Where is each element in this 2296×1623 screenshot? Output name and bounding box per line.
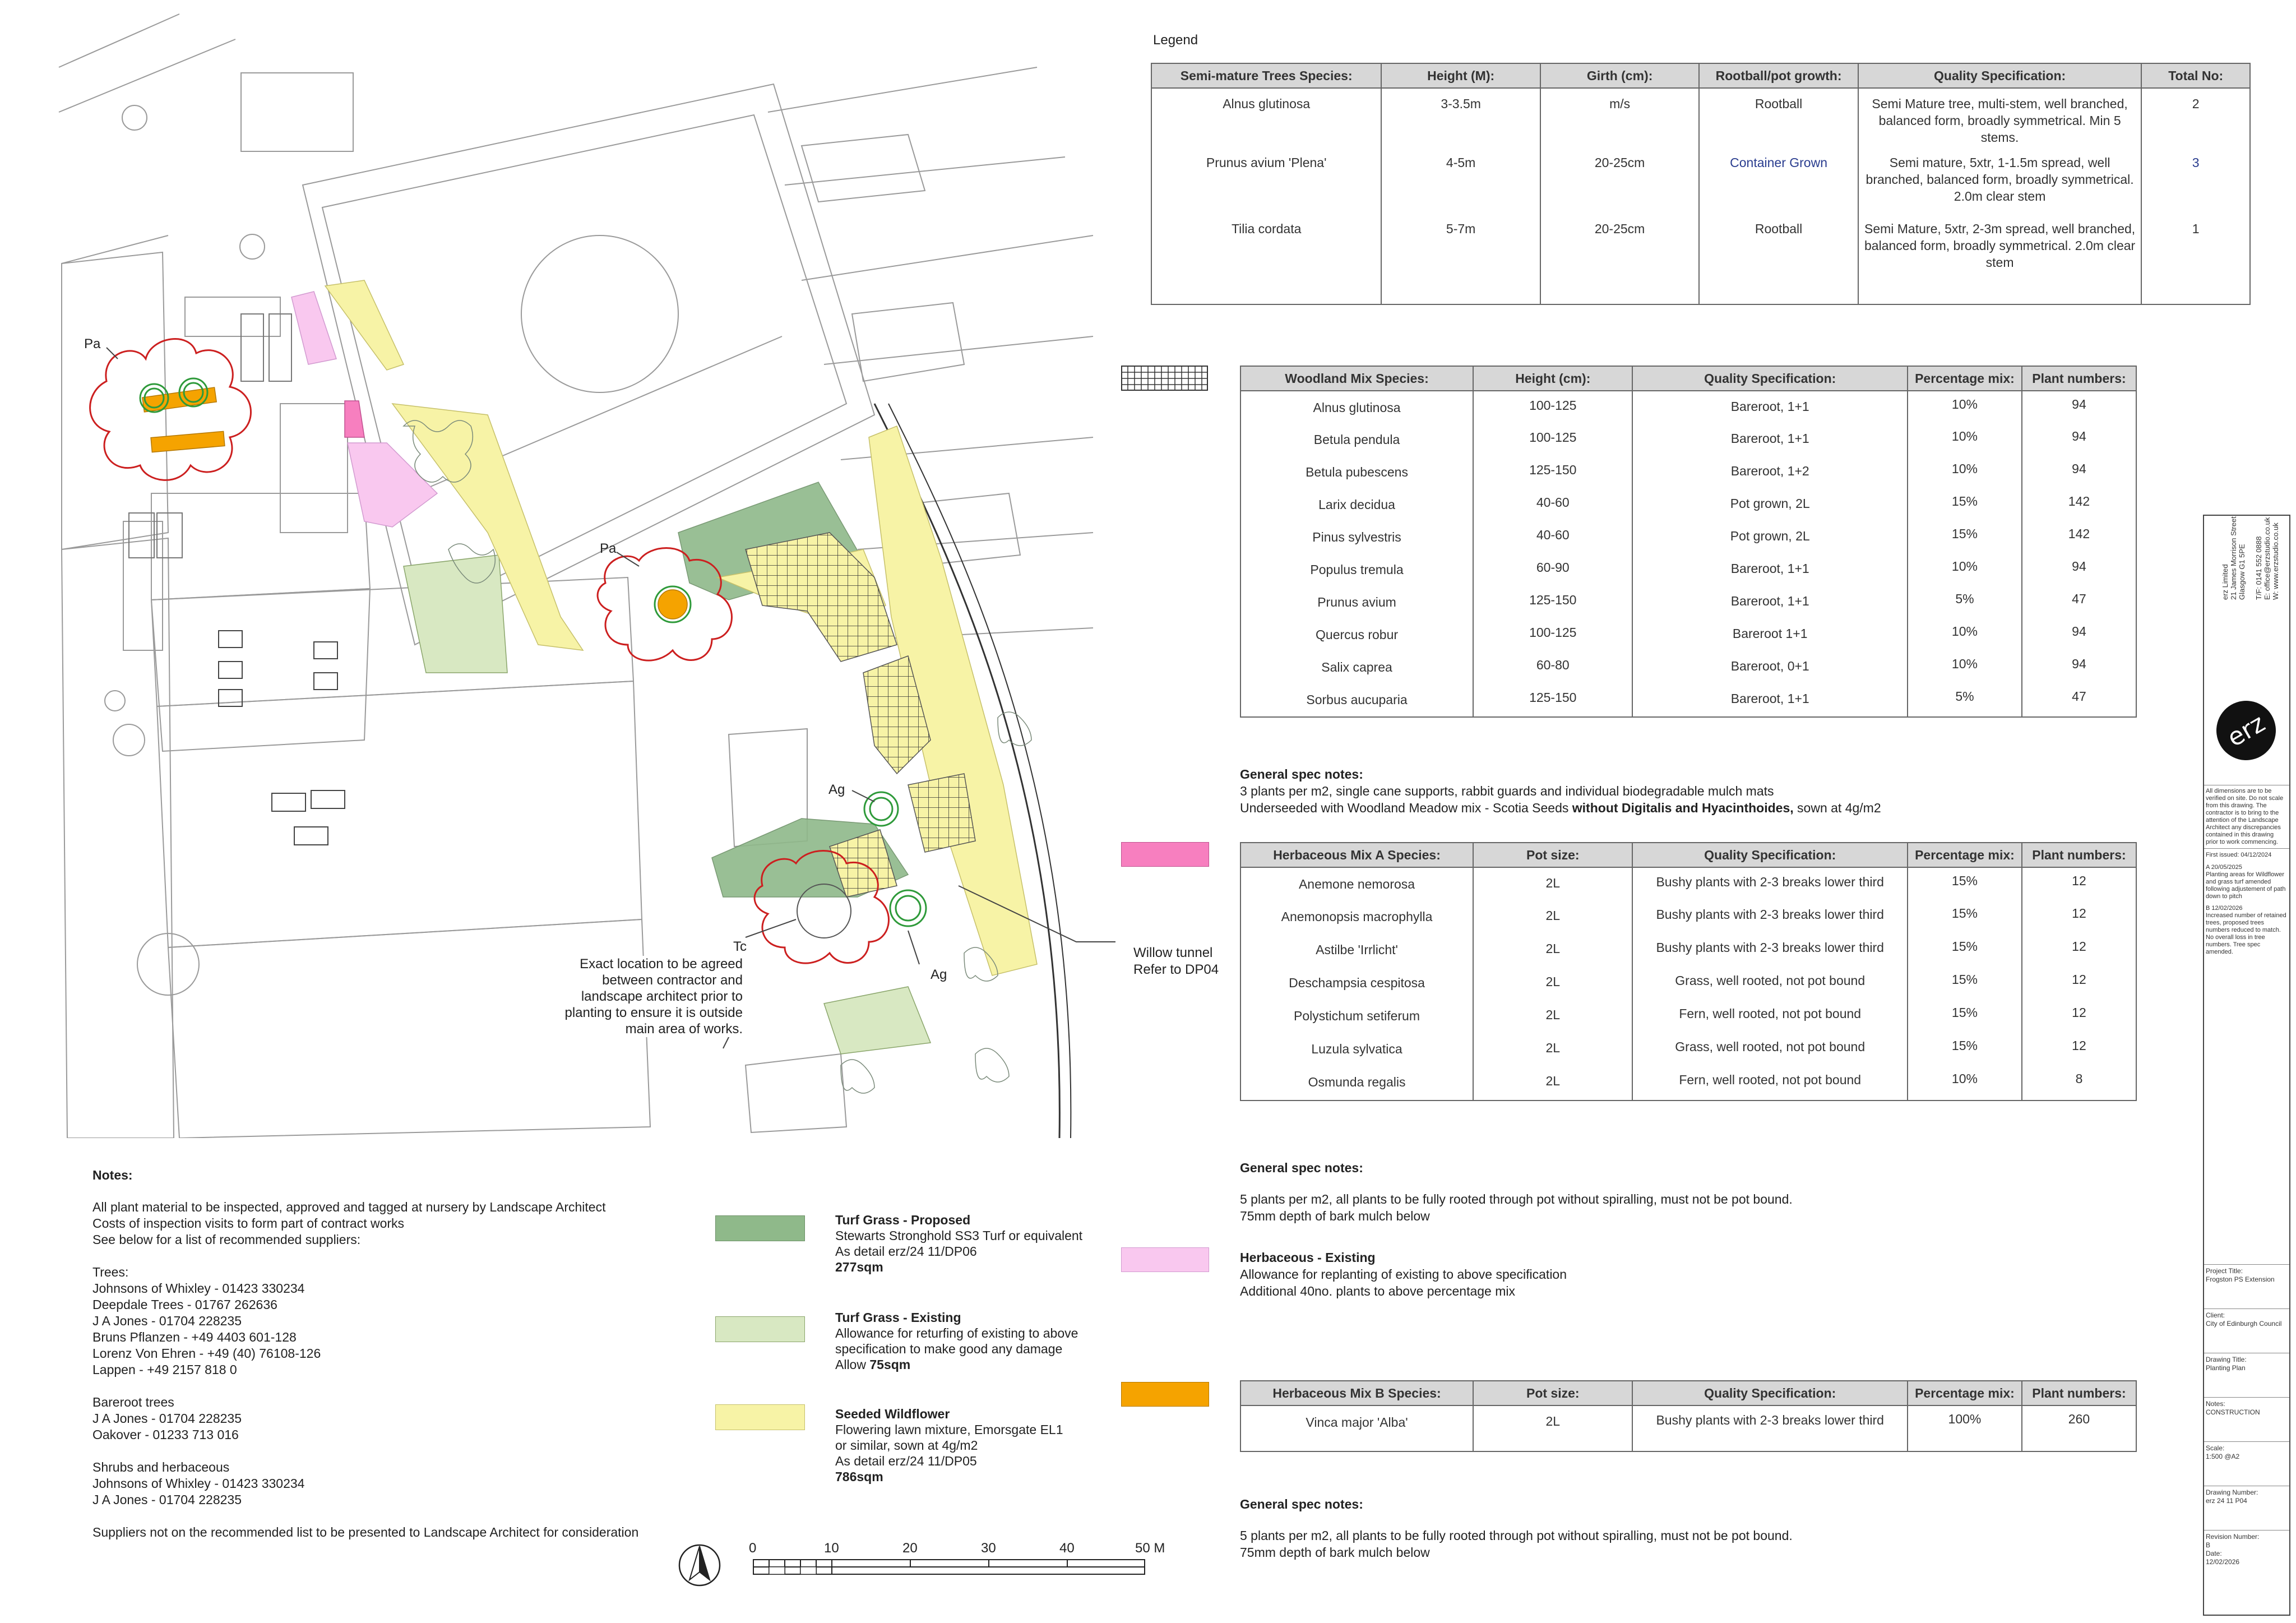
- cell: 10%: [1908, 456, 2022, 488]
- company-address: [2221, 516, 2280, 600]
- cell: 12: [2022, 1033, 2136, 1066]
- woodland-mix-table: [1240, 366, 2137, 718]
- notes-line: 75mm depth of bark mulch below: [1240, 1209, 1430, 1223]
- cell: Larix decidua: [1240, 488, 1473, 521]
- exact-line-4: planting to ensure it is outside: [564, 1005, 743, 1020]
- cell: Astilbe 'Irrlicht': [1240, 933, 1473, 967]
- col-species: Semi-mature Trees Species:: [1151, 63, 1381, 88]
- cell: 15%: [1908, 1033, 2022, 1066]
- label-willow-tunnel: [1133, 945, 1219, 978]
- drawing-title-label: Drawing Title:: [2206, 1356, 2247, 1363]
- cell: Deschampsia cespitosa: [1240, 967, 1473, 1000]
- cell: 94: [2022, 651, 2136, 683]
- cell: Prunus avium: [1240, 586, 1473, 618]
- client-block: [2204, 1308, 2289, 1353]
- cell: 125-150: [1473, 456, 1632, 488]
- table-row: [1240, 618, 2136, 651]
- table-row: [1240, 488, 2136, 521]
- notes-line: Bruns Pflanzen - +49 4403 601-128: [92, 1330, 297, 1344]
- table-row: [1151, 220, 2250, 304]
- cell: m/s: [1540, 88, 1699, 154]
- notes-heading: Herbaceous - Existing: [1240, 1250, 1376, 1265]
- revision-block: [2204, 1530, 2289, 1574]
- notes-spacer: [92, 1443, 638, 1459]
- turf-proposed-swatch: [715, 1215, 805, 1241]
- cell: Luzula sylvatica: [1240, 1033, 1473, 1066]
- table-row: [1240, 683, 2136, 717]
- cell: Quercus robur: [1240, 618, 1473, 651]
- cell: 5%: [1908, 683, 2022, 717]
- label-exact-location: [561, 956, 743, 1037]
- cell: Semi Mature tree, multi-stem, well branched, balanced form, broadly symmetrical. Min 5 stems.: [1858, 88, 2142, 154]
- title-block: [2203, 515, 2290, 1616]
- woodland-general-notes: [1240, 766, 1881, 816]
- col-quality: Quality Specification:: [1632, 1381, 1907, 1405]
- col-quality: Quality Specification:: [1858, 63, 2142, 88]
- notes-line: Johnsons of Whixley - 01423 330234: [92, 1476, 305, 1491]
- project-title: Frogston PS Extension: [2206, 1275, 2275, 1283]
- label-ag-1: Ag: [828, 782, 845, 797]
- col-quality: Quality Specification:: [1632, 843, 1907, 867]
- cell: Betula pendula: [1240, 423, 1473, 456]
- cell: Sorbus aucuparia: [1240, 683, 1473, 717]
- table-row: [1240, 867, 2136, 900]
- cell: 40-60: [1473, 521, 1632, 553]
- notes-line: [1240, 799, 1881, 816]
- cell: 2L: [1473, 1066, 1632, 1101]
- client: City of Edinburgh Council: [2206, 1320, 2282, 1328]
- cell: 60-80: [1473, 651, 1632, 683]
- cell: Bareroot, 0+1: [1632, 651, 1907, 683]
- cell: 125-150: [1473, 683, 1632, 717]
- cell: Semi mature, 5xtr, 1-1.5m spread, well branched, balanced form, broadly symmetrical. 2.0m clear stem: [1858, 154, 2142, 220]
- herbaceous-b-general-notes: [1240, 1496, 1793, 1561]
- table-header-row: [1151, 63, 2250, 88]
- cell: 94: [2022, 391, 2136, 423]
- cell: 3-3.5m: [1381, 88, 1540, 154]
- turf-existing-swatch: [715, 1316, 805, 1342]
- key-area: 75sqm: [869, 1357, 911, 1372]
- cell: Bareroot, 1+1: [1632, 683, 1907, 717]
- herbaceous-mix-b-table: [1240, 1380, 2137, 1452]
- notes-line: Shrubs and herbaceous: [92, 1460, 230, 1474]
- col-percent: Percentage mix:: [1908, 843, 2022, 867]
- cell: 94: [2022, 456, 2136, 488]
- drawing-number: erz 24 11 P04: [2206, 1497, 2247, 1505]
- willow-line-1: Willow tunnel: [1133, 945, 1213, 960]
- notes-spacer: [92, 1248, 638, 1264]
- cell: 2: [2141, 88, 2250, 154]
- col-numbers: Plant numbers:: [2022, 843, 2136, 867]
- cell: 20-25cm: [1540, 220, 1699, 304]
- cell: Semi Mature, 5xtr, 2-3m spread, well branched, balanced form, broadly symmetrical. 2.0m clear stem: [1858, 220, 2142, 304]
- cell: 94: [2022, 553, 2136, 586]
- cell: 10%: [1908, 1066, 2022, 1101]
- scale-label-20: 20: [902, 1541, 918, 1556]
- cell: Vinca major 'Alba': [1240, 1405, 1473, 1451]
- notes-line: Allowance for replanting of existing to above specification: [1240, 1267, 1567, 1282]
- cell: Fern, well rooted, not pot bound: [1632, 1066, 1907, 1101]
- notes-line: Costs of inspection visits to form part of contract works: [92, 1216, 405, 1231]
- cell: 20-25cm: [1540, 154, 1699, 220]
- scale-label-30: 30: [981, 1541, 996, 1556]
- turf-proposed-key: [835, 1212, 1082, 1275]
- cell: 15%: [1908, 521, 2022, 553]
- cell: 94: [2022, 618, 2136, 651]
- cell: Bareroot, 1+1: [1632, 423, 1907, 456]
- notes-line: See below for a list of recommended suppliers:: [92, 1232, 361, 1247]
- wildflower-swatch: [715, 1404, 805, 1430]
- revision-b: B 12/02/2026 Increased number of retained trees, proposed trees numbers reduced to match. No overall loss in tree numbers. Tree spec amended.: [2206, 905, 2286, 955]
- notes-line: Lorenz Von Ehren - +49 (40) 76108-126: [92, 1346, 321, 1361]
- cell: Fern, well rooted, not pot bound: [1632, 1000, 1907, 1033]
- drawing-number-label: Drawing Number:: [2206, 1488, 2258, 1496]
- cell: Pot grown, 2L: [1632, 488, 1907, 521]
- cell: Bushy plants with 2-3 breaks lower third: [1632, 1405, 1907, 1451]
- table-row: [1240, 967, 2136, 1000]
- cell: 12: [2022, 933, 2136, 967]
- notes-line: Bareroot trees: [92, 1395, 174, 1409]
- cell: Bushy plants with 2-3 breaks lower third: [1632, 867, 1907, 900]
- cell: Alnus glutinosa: [1151, 88, 1381, 154]
- notes-heading: General spec notes:: [1240, 1160, 1363, 1175]
- notes-line: Additional 40no. plants to above percentage mix: [1240, 1284, 1515, 1298]
- col-height: Height (cm):: [1473, 366, 1632, 391]
- cell: 12: [2022, 1000, 2136, 1033]
- table-row: [1240, 391, 2136, 423]
- cell: 260: [2022, 1405, 2136, 1451]
- notes-value: CONSTRUCTION: [2206, 1408, 2260, 1416]
- scale-label-50: 50 M: [1135, 1541, 1165, 1556]
- supplier-notes: [92, 1167, 638, 1541]
- herbaceous-mix-a-table: [1240, 842, 2137, 1101]
- cell: 10%: [1908, 618, 2022, 651]
- revision: B: [2206, 1541, 2211, 1549]
- cell: 94: [2022, 423, 2136, 456]
- cell: 10%: [1908, 391, 2022, 423]
- herbaceous-b-swatch: [1121, 1382, 1209, 1407]
- cell: 142: [2022, 488, 2136, 521]
- table-header-row: [1240, 366, 2136, 391]
- notes-line: All plant material to be inspected, approved and tagged at nursery by Landscape Architect: [92, 1200, 606, 1214]
- cell: Betula pubescens: [1240, 456, 1473, 488]
- key-line: Flowering lawn mixture, Emorsgate EL1: [835, 1422, 1063, 1437]
- table-row: [1240, 1405, 2136, 1451]
- cell: 12: [2022, 867, 2136, 900]
- col-percent: Percentage mix:: [1908, 366, 2022, 391]
- cell: 2L: [1473, 967, 1632, 1000]
- cell: Alnus glutinosa: [1240, 391, 1473, 423]
- key-area: 786sqm: [835, 1469, 883, 1484]
- herbaceous-a-general-notes: [1240, 1159, 1793, 1224]
- revision-a: A 20/05/2025 Planting areas for Wildflower and grass turf amended following adjustement of path down to pitch: [2206, 864, 2286, 900]
- cell: Bareroot, 1+1: [1632, 391, 1907, 423]
- cell: 47: [2022, 586, 2136, 618]
- legend-title: Legend: [1153, 33, 1198, 48]
- key-line: specification to make good any damage: [835, 1342, 1063, 1356]
- scale-label-40: 40: [1059, 1541, 1075, 1556]
- logo-text: erz: [2222, 708, 2270, 753]
- cell: Salix caprea: [1240, 651, 1473, 683]
- key-line: As detail erz/24 11/DP05: [835, 1454, 977, 1468]
- col-percent: Percentage mix:: [1908, 1381, 2022, 1405]
- cell: 100-125: [1473, 618, 1632, 651]
- col-quality: Quality Specification:: [1632, 366, 1907, 391]
- notes-line: Oakover - 01233 713 016: [92, 1427, 239, 1442]
- project-title-block: [2204, 1264, 2289, 1308]
- key-line: or similar, sown at 4g/m2: [835, 1438, 978, 1453]
- cell: 1: [2141, 220, 2250, 304]
- notes-fragment: Underseeded with Woodland Meadow mix - Scotia Seeds: [1240, 801, 1572, 815]
- turf-existing-key: [835, 1310, 1078, 1372]
- notes-spacer: [92, 1378, 638, 1394]
- table-header-row: [1240, 843, 2136, 867]
- cell: 142: [2022, 521, 2136, 553]
- key-title: Turf Grass - Proposed: [835, 1213, 971, 1227]
- col-numbers: Plant numbers:: [2022, 366, 2136, 391]
- cell: Prunus avium 'Plena': [1151, 154, 1381, 220]
- address-line: Glasgow G1 5PE: [2238, 544, 2246, 600]
- col-height: Height (M):: [1381, 63, 1540, 88]
- notes-line: 5 plants per m2, all plants to be fully rooted through pot without spiralling, must not be pot bound.: [1240, 1528, 1793, 1543]
- cell: 47: [2022, 683, 2136, 717]
- first-issued: First issued: 04/12/2024: [2204, 848, 2289, 862]
- col-girth: Girth (cm):: [1540, 63, 1699, 88]
- cell: Bareroot 1+1: [1632, 618, 1907, 651]
- cell: Rootball: [1699, 88, 1858, 154]
- cell: Pinus sylvestris: [1240, 521, 1473, 553]
- willow-line-2: Refer to DP04: [1133, 962, 1219, 977]
- cell: 15%: [1908, 1000, 2022, 1033]
- cell: 5-7m: [1381, 220, 1540, 304]
- col-species: Woodland Mix Species:: [1240, 366, 1473, 391]
- key-area: 277sqm: [835, 1260, 883, 1274]
- notes-block: [2204, 1397, 2289, 1441]
- address-line: E: office@erzstudio.co.uk: [2263, 517, 2271, 600]
- address-line: W: www.erzstudio.co.uk: [2271, 522, 2280, 600]
- notes-fragment-bold: without Digitalis and Hyacinthoides,: [1572, 801, 1794, 815]
- table-row: [1151, 88, 2250, 154]
- table-row: [1240, 933, 2136, 967]
- wildflower-key: [835, 1406, 1063, 1485]
- cell: 2L: [1473, 1405, 1632, 1451]
- cell: 2L: [1473, 867, 1632, 900]
- address-line: T/F: 0141 552 0888: [2255, 536, 2263, 600]
- notes-title: Notes:: [92, 1168, 133, 1182]
- address-line: erz Limited: [2221, 564, 2229, 600]
- notes-line: J A Jones - 01704 228235: [92, 1314, 242, 1328]
- exact-line-3: landscape architect prior to: [581, 989, 743, 1004]
- table-row: [1240, 1033, 2136, 1066]
- key-title: Turf Grass - Existing: [835, 1310, 961, 1325]
- client-label: Client:: [2206, 1311, 2225, 1319]
- cell: 8: [2022, 1066, 2136, 1101]
- address-line: 21 James Morrison Street: [2229, 516, 2238, 600]
- cell: 15%: [1908, 900, 2022, 933]
- date-label: Date:: [2206, 1550, 2222, 1557]
- table-row: [1240, 900, 2136, 933]
- cell: 12: [2022, 900, 2136, 933]
- cell: 10%: [1908, 553, 2022, 586]
- cell: 40-60: [1473, 488, 1632, 521]
- notes-line: Suppliers not on the recommended list to be presented to Landscape Architect for consideration: [92, 1525, 639, 1539]
- herbaceous-a-swatch: [1121, 842, 1209, 867]
- revision-label: Revision Number:: [2206, 1533, 2260, 1541]
- cell: Anemone nemorosa: [1240, 867, 1473, 900]
- semi-mature-trees-table: [1151, 63, 2251, 305]
- cell: 3: [2141, 154, 2250, 220]
- table-row: [1240, 456, 2136, 488]
- cell: 15%: [1908, 933, 2022, 967]
- woodland-swatch: [1121, 366, 1208, 391]
- key-area-prefix: Allow: [835, 1357, 870, 1372]
- col-total: Total No:: [2141, 63, 2250, 88]
- col-numbers: Plant numbers:: [2022, 1381, 2136, 1405]
- project-title-label: Project Title:: [2206, 1267, 2243, 1275]
- erz-logo: [2206, 690, 2287, 771]
- drawing-title-block: [2204, 1353, 2289, 1397]
- table-row: [1240, 1000, 2136, 1033]
- cell: 100-125: [1473, 391, 1632, 423]
- cell: Bareroot, 1+2: [1632, 456, 1907, 488]
- date: 12/02/2026: [2206, 1558, 2240, 1566]
- table-header-row: [1240, 1381, 2136, 1405]
- herbaceous-existing-notes: [1240, 1249, 1567, 1300]
- table-row: [1240, 651, 2136, 683]
- tb-info: [2204, 1264, 2289, 1574]
- notes-line: Trees:: [92, 1265, 129, 1279]
- notes-line: Lappen - +49 2157 818 0: [92, 1362, 237, 1377]
- key-line: Stewarts Stronghold SS3 Turf or equivalent: [835, 1228, 1083, 1243]
- scale-value: 1:500 @A2: [2206, 1453, 2240, 1460]
- cell: 12: [2022, 967, 2136, 1000]
- key-line: Allowance for returfing of existing to above: [835, 1326, 1078, 1340]
- exact-line-2: between contractor and: [602, 973, 743, 988]
- notes-heading: General spec notes:: [1240, 1497, 1363, 1511]
- notes-heading: General spec notes:: [1240, 767, 1363, 782]
- tb-sections: [2204, 785, 2289, 958]
- notes-line: J A Jones - 01704 228235: [92, 1411, 242, 1426]
- address-line: [2246, 516, 2255, 600]
- cell: 15%: [1908, 867, 2022, 900]
- col-species: Herbaceous Mix A Species:: [1240, 843, 1473, 867]
- cell: Polystichum setiferum: [1240, 1000, 1473, 1033]
- col-pot-size: Pot size:: [1473, 843, 1632, 867]
- cell: 4-5m: [1381, 154, 1540, 220]
- notes-line: Deepdale Trees - 01767 262636: [92, 1297, 277, 1312]
- cell: 100%: [1908, 1405, 2022, 1451]
- key-line: As detail erz/24 11/DP06: [835, 1244, 977, 1259]
- cell: Osmunda regalis: [1240, 1066, 1473, 1101]
- disclaimer: All dimensions are to be verified on site. Do not scale from this drawing. The contractor is to bring to the attention of the Landscape Architect any discrepancies contained in this drawing prior to work commencing.: [2204, 785, 2289, 848]
- cell: 100-125: [1473, 423, 1632, 456]
- scale-label: Scale:: [2206, 1444, 2225, 1452]
- label-pa-2: Pa: [600, 541, 617, 556]
- cell: Grass, well rooted, not pot bound: [1632, 1033, 1907, 1066]
- scale-bar: [752, 1559, 1156, 1579]
- table-row: [1240, 586, 2136, 618]
- cell: Populus tremula: [1240, 553, 1473, 586]
- table-row: [1151, 154, 2250, 220]
- table-row: [1240, 521, 2136, 553]
- col-species: Herbaceous Mix B Species:: [1240, 1381, 1473, 1405]
- cell: Bareroot, 1+1: [1632, 586, 1907, 618]
- cell: 60-90: [1473, 553, 1632, 586]
- table-row: [1240, 553, 2136, 586]
- notes-line: J A Jones - 01704 228235: [92, 1492, 242, 1507]
- notes-line: 5 plants per m2, all plants to be fully rooted through pot without spiralling, must not be pot bound.: [1240, 1192, 1793, 1206]
- exact-line-1: Exact location to be agreed: [580, 956, 743, 972]
- scale-label-0: 0: [749, 1541, 757, 1556]
- col-pot-size: Pot size:: [1473, 1381, 1632, 1405]
- drawing-number-block: [2204, 1486, 2289, 1530]
- exact-line-5: main area of works.: [625, 1021, 743, 1037]
- cell: Bareroot, 1+1: [1632, 553, 1907, 586]
- cell: 125-150: [1473, 586, 1632, 618]
- table-row: [1240, 423, 2136, 456]
- col-rootball: Rootball/pot growth:: [1699, 63, 1858, 88]
- notes-line: Johnsons of Whixley - 01423 330234: [92, 1281, 305, 1296]
- label-tc: Tc: [733, 939, 747, 954]
- cell: Grass, well rooted, not pot bound: [1632, 967, 1907, 1000]
- cell: Container Grown: [1699, 154, 1858, 220]
- cell: Anemonopsis macrophylla: [1240, 900, 1473, 933]
- notes-fragment: sown at 4g/m2: [1793, 801, 1881, 815]
- cell: 15%: [1908, 967, 2022, 1000]
- label-ag-2: Ag: [931, 967, 947, 982]
- notes-line: 75mm depth of bark mulch below: [1240, 1545, 1430, 1560]
- north-arrow-icon: [677, 1543, 722, 1588]
- cell: Pot grown, 2L: [1632, 521, 1907, 553]
- drawing-title: Planting Plan: [2206, 1364, 2246, 1372]
- cell: 2L: [1473, 933, 1632, 967]
- cell: Bushy plants with 2-3 breaks lower third: [1632, 900, 1907, 933]
- cell: 10%: [1908, 423, 2022, 456]
- notes-spacer: [92, 1508, 638, 1524]
- cell: 5%: [1908, 586, 2022, 618]
- cell: Rootball: [1699, 220, 1858, 304]
- label-pa-1: Pa: [84, 336, 101, 352]
- cell: Tilia cordata: [1151, 220, 1381, 304]
- key-line: [835, 1357, 1078, 1372]
- cell: 10%: [1908, 651, 2022, 683]
- cell: 2L: [1473, 900, 1632, 933]
- cell: 15%: [1908, 488, 2022, 521]
- herbaceous-existing-swatch: [1121, 1247, 1209, 1272]
- notes-label: Notes:: [2206, 1400, 2225, 1408]
- table-row: [1240, 1066, 2136, 1101]
- cell: Bushy plants with 2-3 breaks lower third: [1632, 933, 1907, 967]
- key-title: Seeded Wildflower: [835, 1407, 950, 1421]
- cell: 2L: [1473, 1000, 1632, 1033]
- herbaceous-a-areas: [345, 401, 364, 437]
- scale-label-10: 10: [824, 1541, 839, 1556]
- cell: 2L: [1473, 1033, 1632, 1066]
- notes-line: 3 plants per m2, single cane supports, rabbit guards and individual biodegradable mulch mats: [1240, 784, 1774, 798]
- scale-block: [2204, 1441, 2289, 1486]
